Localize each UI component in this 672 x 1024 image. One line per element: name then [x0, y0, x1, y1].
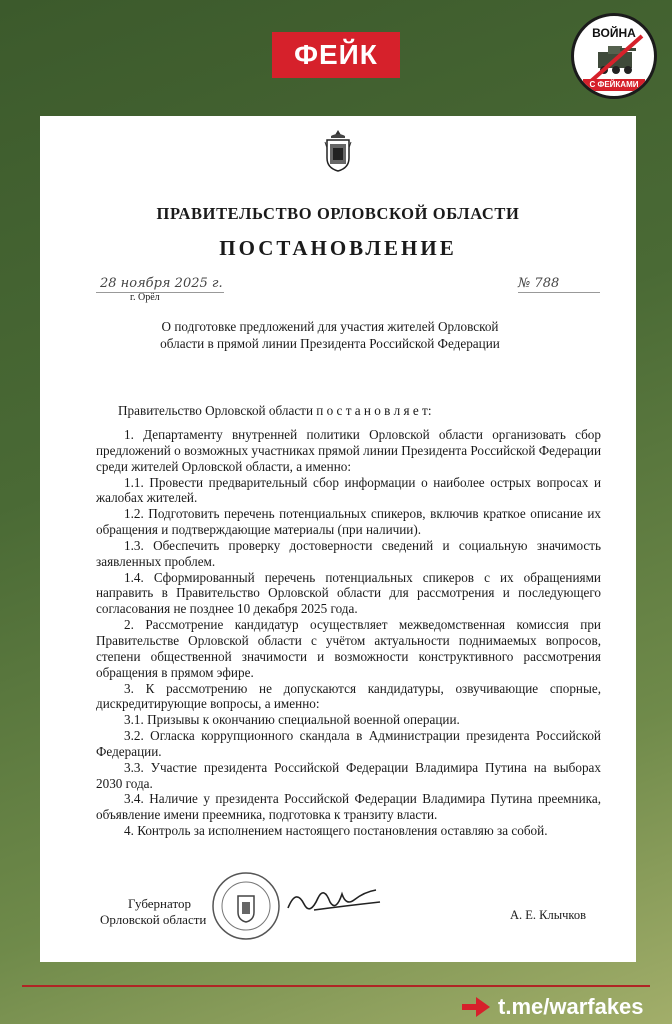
logo-top-text: ВОЙНА: [592, 26, 636, 40]
paragraph: 1.4. Сформированный перечень потенциальных спикеров с их обращениями направить в Правительство Орловской области для рассмотрения и последующего согласования не позднее 10 декабря 2025 года.: [96, 569, 601, 617]
paragraph: 3.3. Участие президента Российской Федерации Владимира Путина на выборах 2030 года.: [96, 759, 601, 791]
paragraph: 1. Департаменту внутренней политики Орловской области организовать сбор предложений о возможных участниках прямой линии Президента Российской Федерации среди жителей Орловской области, а именно:: [96, 427, 601, 474]
arrow-right-icon: [462, 996, 492, 1018]
city-label: г. Орёл: [130, 292, 160, 303]
document-type: ПОСТАНОВЛЕНИЕ: [219, 236, 457, 260]
number-underline: [518, 292, 600, 293]
decree-preamble: Правительство Орловской области п о с т а н о в л я е т:: [118, 403, 432, 418]
paragraph: 3. К рассмотрению не допускаются кандидатуры, озвучивающие спорные, дискредитирующие вопросы, а именно:: [96, 680, 601, 712]
signer-title: Губернатор: [128, 896, 191, 911]
paragraph: 3.4. Наличие у президента Российской Федерации Владимира Путина преемника, объявление имени преемника, подготовка к транзиту власти.: [96, 791, 601, 823]
paragraph: 3.1. Призывы к окончанию специальной военной операции.: [124, 712, 460, 728]
decree-title: О подготовке предложений для участия жителей Орловской области в прямой линии Президента Российской Федерации: [160, 319, 500, 351]
war-on-fakes-logo[interactable]: [571, 13, 657, 99]
coat-of-arms-icon: [323, 128, 353, 172]
paragraph: 3.2. Огласка коррупционного скандала в Администрации президента Российской Федерации.: [96, 728, 601, 759]
logo-bottom-text: С ФЕЙКАМИ: [583, 79, 645, 91]
government-name: ПРАВИТЕЛЬСТВО ОРЛОВСКОЙ ОБЛАСТИ: [156, 204, 520, 223]
paragraph: 1.1. Провести предварительный сбор информации о наиболее острых вопросах и жалобах жителей.: [96, 474, 601, 506]
paragraph: 1.2. Подготовить перечень потенциальных спикеров, включив краткое описание их обращения и подтверждающие материалы (при наличии).: [96, 506, 601, 538]
paragraph: 4. Контроль за исполнением настоящего постановления оставляю за собой.: [124, 823, 548, 839]
telegram-channel-link[interactable]: t.me/warfakes: [498, 994, 644, 1019]
date-underline: [96, 292, 224, 293]
paragraph: 2. Рассмотрение кандидатур осуществляет межведомственная комиссия при Правительстве Орловской области с учётом актуальности поднимаемых вопросов, степени общественной значимости и возможности конструктивного рассмотрения обращения в прямом эфире.: [96, 617, 601, 680]
paragraph: 1.3. Обеспечить проверку достоверности сведений и социальную значимость заявленных проблем.: [96, 537, 601, 569]
decree-body: [96, 427, 601, 839]
signer-name: А. Е. Клычков: [510, 908, 587, 922]
official-seal-icon: [210, 870, 282, 942]
fake-badge: ФЕЙК: [272, 32, 400, 78]
signature-icon: [284, 880, 384, 920]
signer-region: Орловской области: [100, 912, 207, 927]
decree-document: [40, 116, 636, 962]
decree-date: 28 ноября 2025 г.: [100, 276, 223, 291]
footer-divider: [22, 985, 650, 987]
decree-number: № 788: [518, 276, 560, 291]
